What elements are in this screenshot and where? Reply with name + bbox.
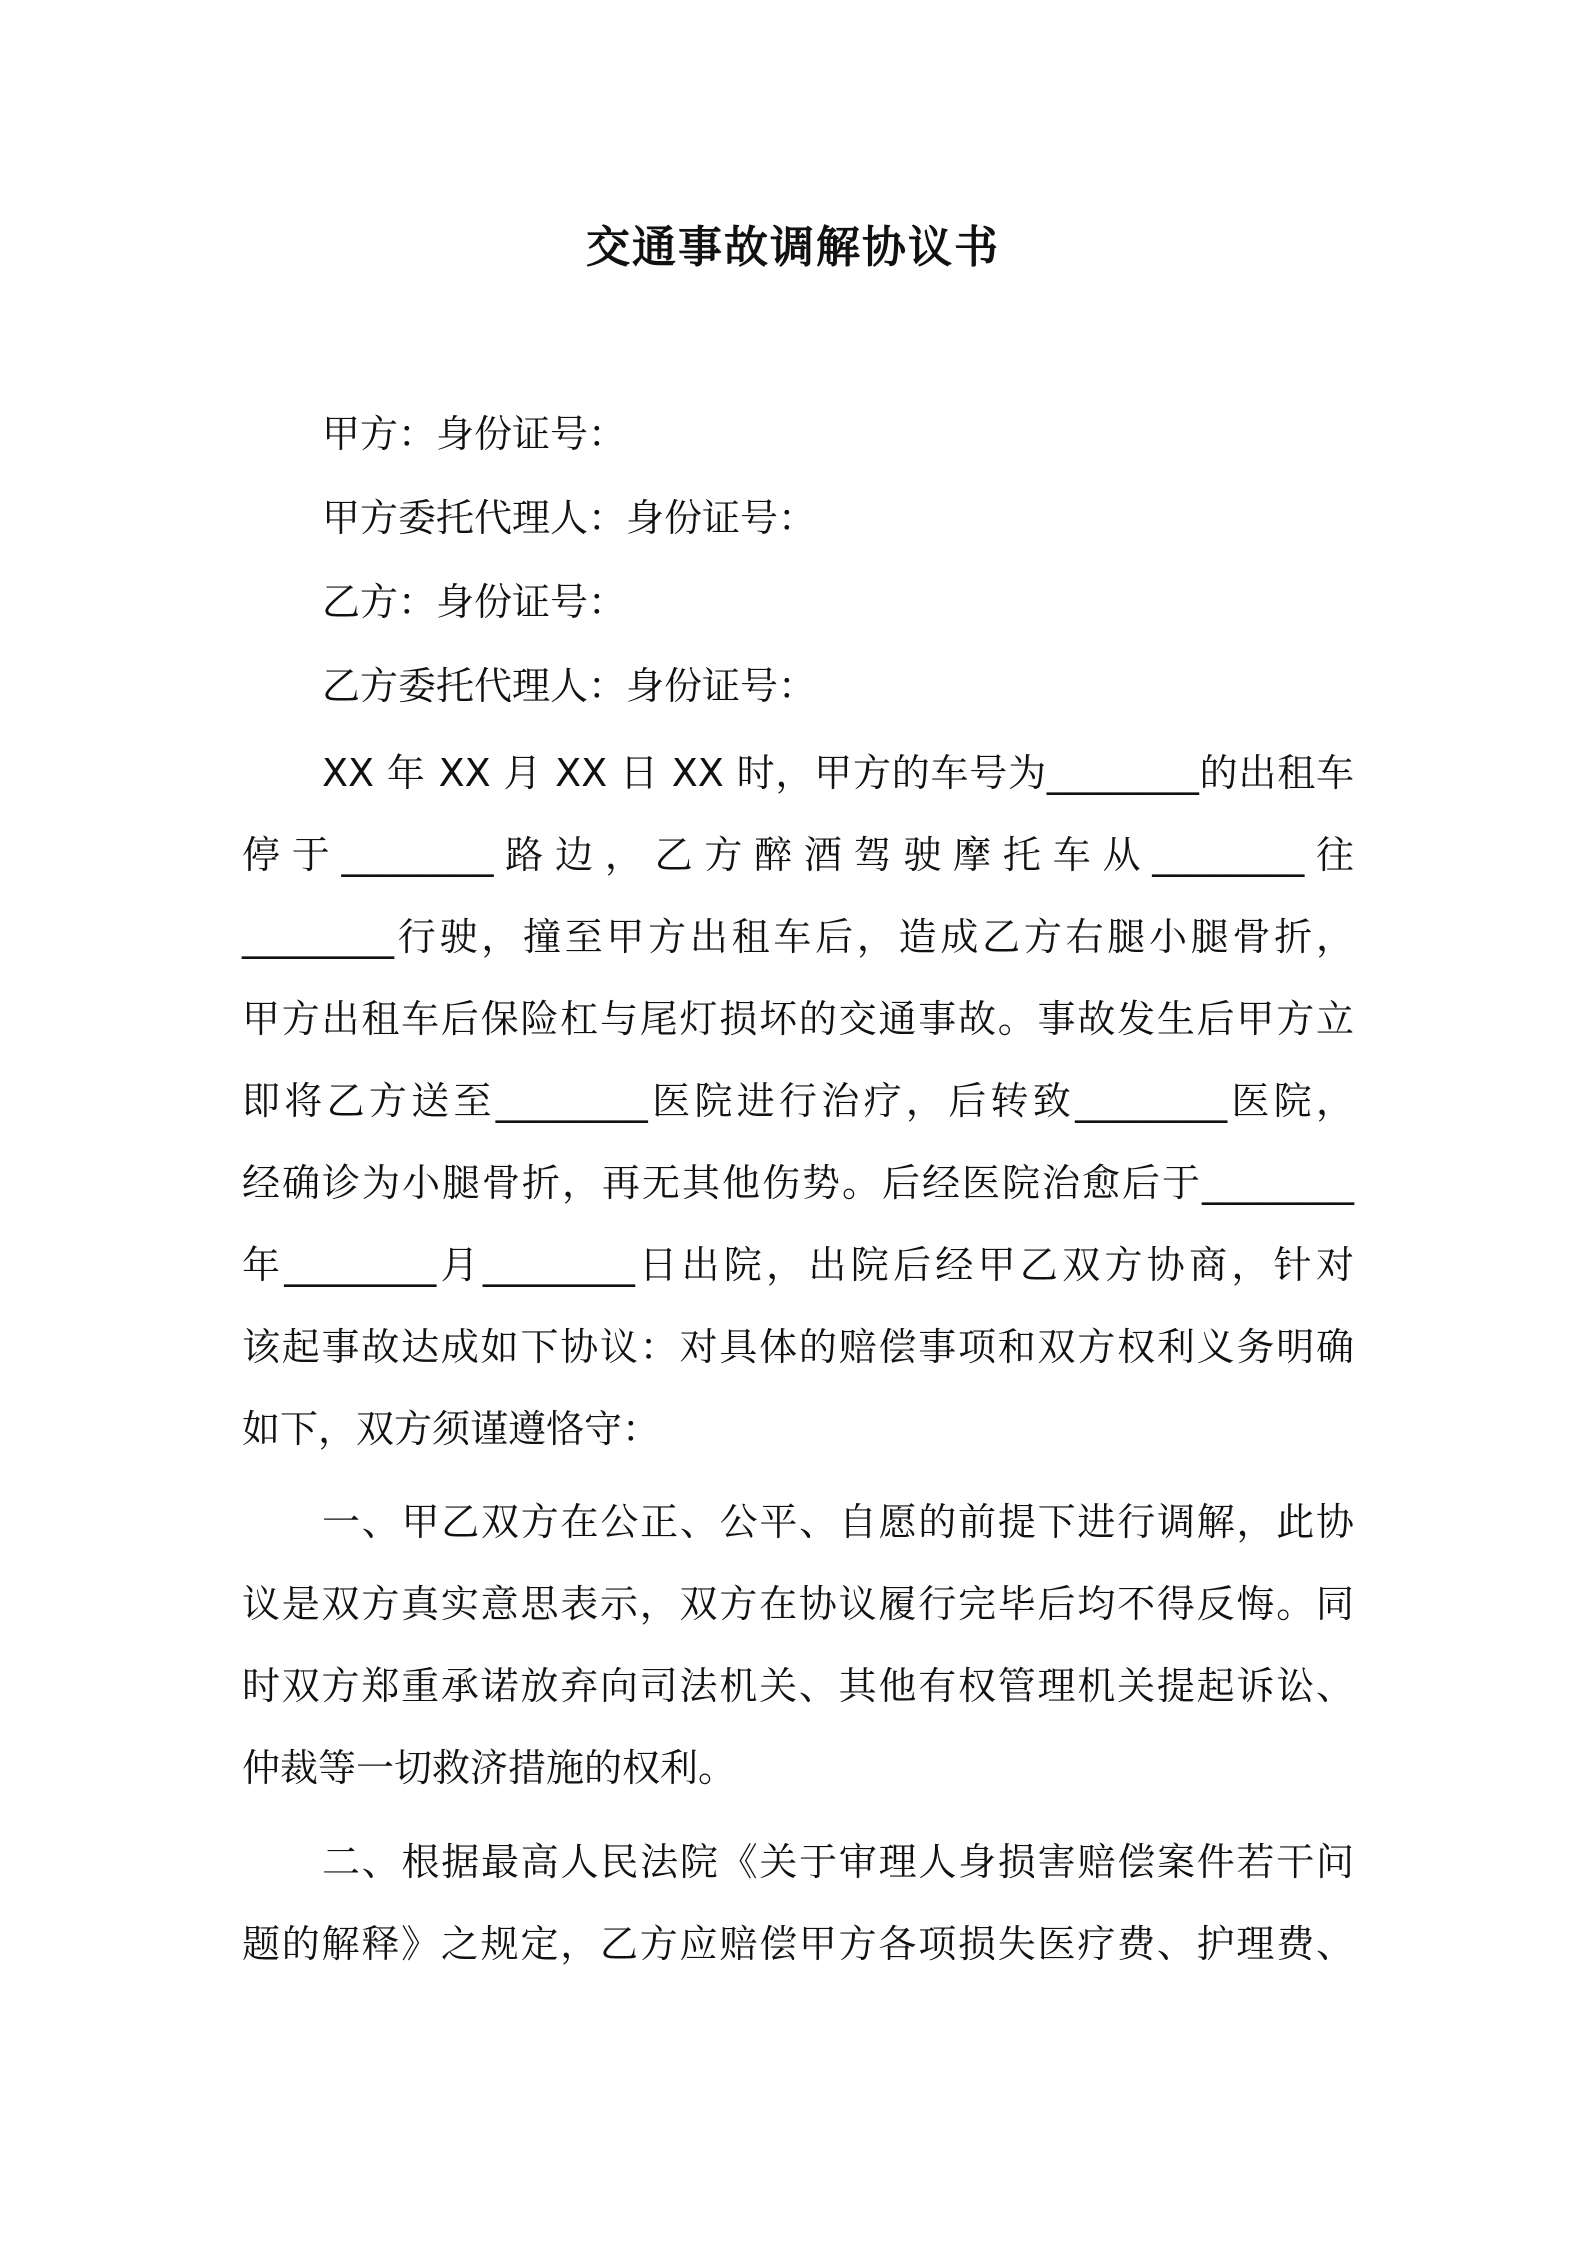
party-b-agent-line: 乙方委托代理人：身份证号：	[322, 664, 817, 708]
clause-two-line: 二、根据最高人民法院《关于审理人身损害赔偿案件若干问	[322, 1840, 1354, 1884]
body-line: XX 年 XX 月 XX 日 XX 时，甲方的车号为________的出租车	[322, 751, 1354, 795]
clause-one-line: 仲裁等一切救济措施的权利。	[242, 1746, 737, 1790]
body-line: 甲方出租车后保险杠与尾灯损坏的交通事故。事故发生后甲方立	[242, 997, 1354, 1041]
body-line: 即将乙方送至________医院进行治疗，后转致________医院，	[242, 1079, 1354, 1123]
body-line: 停于________路边，乙方醉酒驾驶摩托车从________往	[242, 833, 1354, 877]
clause-one-line: 一、甲乙双方在公正、公平、自愿的前提下进行调解，此协	[322, 1500, 1354, 1544]
body-line: ________行驶，撞至甲方出租车后，造成乙方右腿小腿骨折，	[242, 915, 1354, 959]
document-title: 交通事故调解协议书	[586, 222, 1000, 273]
party-a-agent-line: 甲方委托代理人：身份证号：	[322, 496, 817, 540]
body-line: 该起事故达成如下协议：对具体的赔偿事项和双方权利义务明确	[242, 1325, 1354, 1369]
body-line: 年________月________日出院，出院后经甲乙双方协商，针对	[242, 1243, 1354, 1287]
clause-two-line: 题的解释》之规定，乙方应赔偿甲方各项损失医疗费、护理费、	[242, 1922, 1354, 1966]
party-a-line: 甲方：身份证号：	[322, 412, 627, 456]
party-b-line: 乙方：身份证号：	[322, 580, 627, 624]
body-line: 经确诊为小腿骨折，再无其他伤势。后经医院治愈后于________	[242, 1161, 1354, 1205]
clause-one-line: 时双方郑重承诺放弃向司法机关、其他有权管理机关提起诉讼、	[242, 1664, 1354, 1708]
body-line: 如下，双方须谨遵恪守：	[242, 1407, 661, 1451]
clause-one-line: 议是双方真实意思表示，双方在协议履行完毕后均不得反悔。同	[242, 1582, 1354, 1626]
